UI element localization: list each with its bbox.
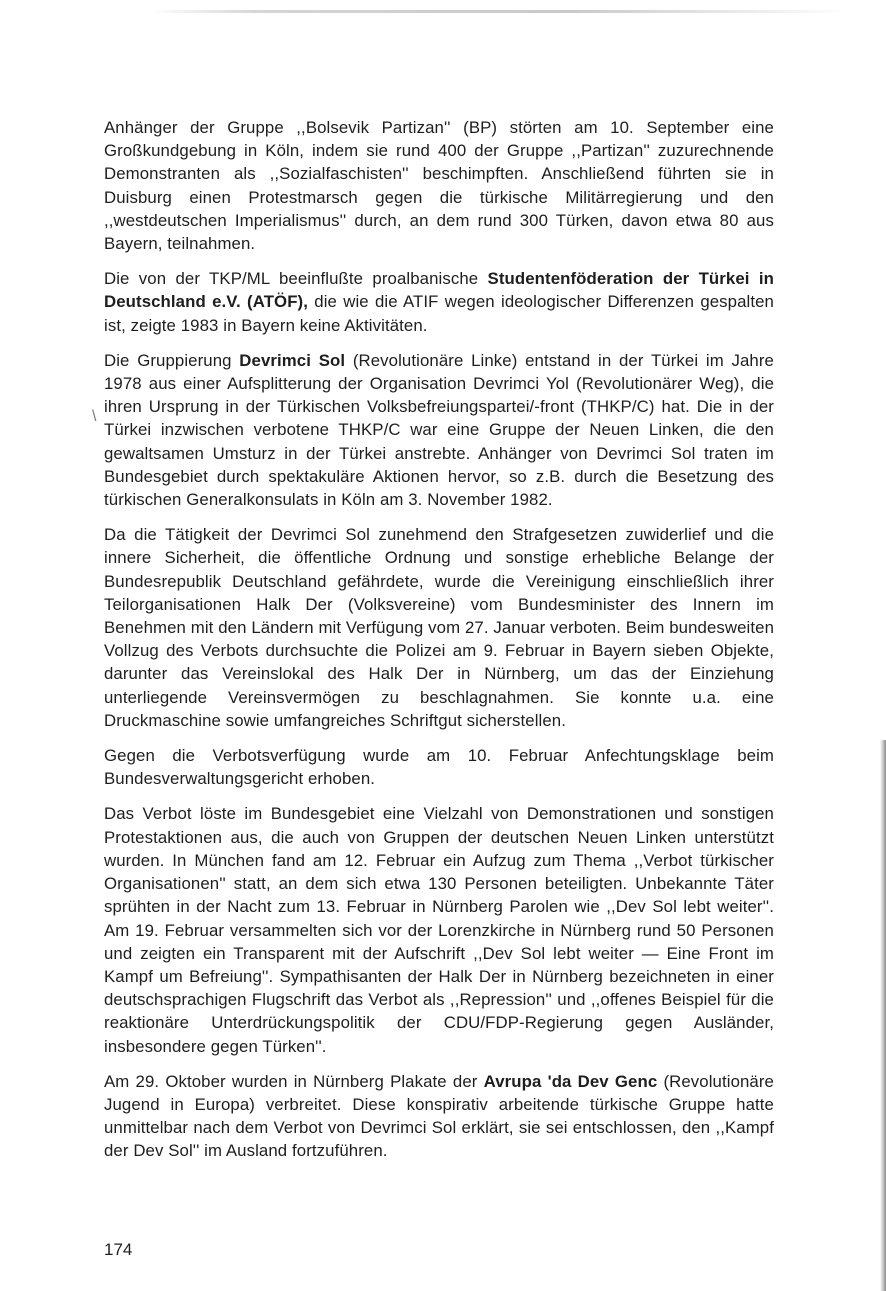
paragraph [104, 116, 774, 255]
text-run: Da die Tätigkeit der Devrimci Sol zunehmend den Strafgesetzen zuwiderlief und die innere Sicherheit, die öffentliche Ordnung und sonstige erhebliche Belange der Bundesrepublik Deutschland gefährdete, wurde die Vereinigung einschließlich ihrer Teilorganisationen Halk Der (Volksvereine) vom Bundesminister des Innern im Benehmen mit den Ländern mit Verfügung vom 27. Januar verboten. Beim bundesweiten Vollzug des Verbots durchsuchte die Polizei am 9. Februar in Bayern sieben Objekte, darunter das Vereinslokal des Halk Der in Nürnberg, um das der Einziehung unterliegende Vereinsvermögen zu beschlagnahmen. Sie konnte u.a. eine Druckmaschine sowie umfangreiches Schriftgut sicherstellen. [104, 525, 774, 730]
body-text [104, 116, 774, 1175]
paragraph [104, 1070, 774, 1163]
text-run: Anhänger der Gruppe ,,Bolsevik Partizan'' (BP) störten am 10. September eine Großkundgebung in Köln, indem sie rund 400 der Gruppe ,,Partizan'' zuzurechnende Demonstranten als ,,Sozialfaschisten'' beschimpften. Anschließend führten sie in Duisburg einen Protestmarsch gegen die türkische Militärregierung und den ,,westdeutschen Imperialismus'' durch, an dem rund 300 Türken, davon etwa 80 aus Bayern, teilnahmen. [104, 118, 774, 254]
text-run: die wie die ATIF wegen ideologischer Differenzen gespalten ist, zeigte 1983 in Bayern keine Aktivitäten. [104, 292, 774, 335]
scan-artifact-edge [880, 740, 886, 1291]
paragraph [104, 802, 774, 1057]
paragraph [104, 349, 774, 511]
paragraph [104, 523, 774, 732]
text-run: Das Verbot löste im Bundesgebiet eine Vielzahl von Demonstrationen und sonstigen Protestaktionen aus, die auch von Gruppen der deutschen Neuen Linken unterstützt wurden. In München fand am 12. Februar ein Aufzug zum Thema ,,Verbot türkischer Organisationen'' statt, an dem sich etwa 130 Personen beteiligten. Unbekannte Täter sprühten in der Nacht zum 13. Februar in Nürnberg Parolen wie ,,Dev Sol lebt weiter''. Am 19. Februar versammelten sich vor der Lorenzkirche in Nürnberg rund 50 Personen und zeigten ein Transparent mit der Aufschrift ,,Dev Sol lebt weiter — Eine Front im Kampf um Befreiung''. Sympathisanten der Halk Der in Nürnberg bezeichneten in einer deutschsprachigen Flugschrift das Verbot als ,,Repression'' und ,,offenes Beispiel für die reaktionäre Unterdrückungspolitik der CDU/FDP-Regierung gegen Ausländer, insbesondere gegen Türken''. [104, 804, 774, 1056]
margin-mark: \ [92, 408, 97, 425]
paragraph [104, 267, 774, 337]
bold-term: Avrupa 'da Dev Genc [483, 1071, 658, 1091]
scan-artifact-top [150, 10, 850, 13]
bold-term: Studentenföderation der Türkei in Deutschland e.V. (ATÖF), [104, 269, 774, 312]
page-number: 174 [104, 1240, 133, 1259]
bold-term: Devrimci Sol [239, 350, 346, 370]
text-run: Am 29. Oktober wurden in Nürnberg Plakate der [104, 1071, 484, 1091]
paragraph [104, 744, 774, 790]
text-run: (Revolutionäre Linke) entstand in der Türkei im Jahre 1978 aus einer Aufsplitterung der Organisation Devrimci Yol (Revolutionärer Weg), die ihren Ursprung in der Türkischen Volksbefreiungspartei/-front (THKP/C) hat. Die in der Türkei inzwischen verbotene THKP/C war eine Gruppe der Neuen Linken, die den gewaltsamen Umsturz in der Türkei anstrebte. Anhänger von Devrimci Sol traten im Bundesgebiet durch spektakuläre Aktionen hervor, so z.B. durch die Besetzung des türkischen Generalkonsulats in Köln am 3. November 1982. [104, 350, 774, 510]
text-run: Gegen die Verbotsverfügung wurde am 10. Februar Anfechtungsklage beim Bundesverwaltungsgericht erhoben. [104, 746, 774, 789]
text-run: Die von der TKP/ML beeinflußte proalbanische [104, 269, 488, 289]
text-run: (Revolutionäre Jugend in Europa) verbreitet. Diese konspirativ arbeitende türkische Gruppe hatte unmittelbar nach dem Verbot von Devrimci Sol erklärt, sie sei entschlossen, den ,,Kampf der Dev Sol'' im Ausland fortzuführen. [104, 1071, 774, 1161]
text-run: Die Gruppierung [104, 350, 240, 370]
